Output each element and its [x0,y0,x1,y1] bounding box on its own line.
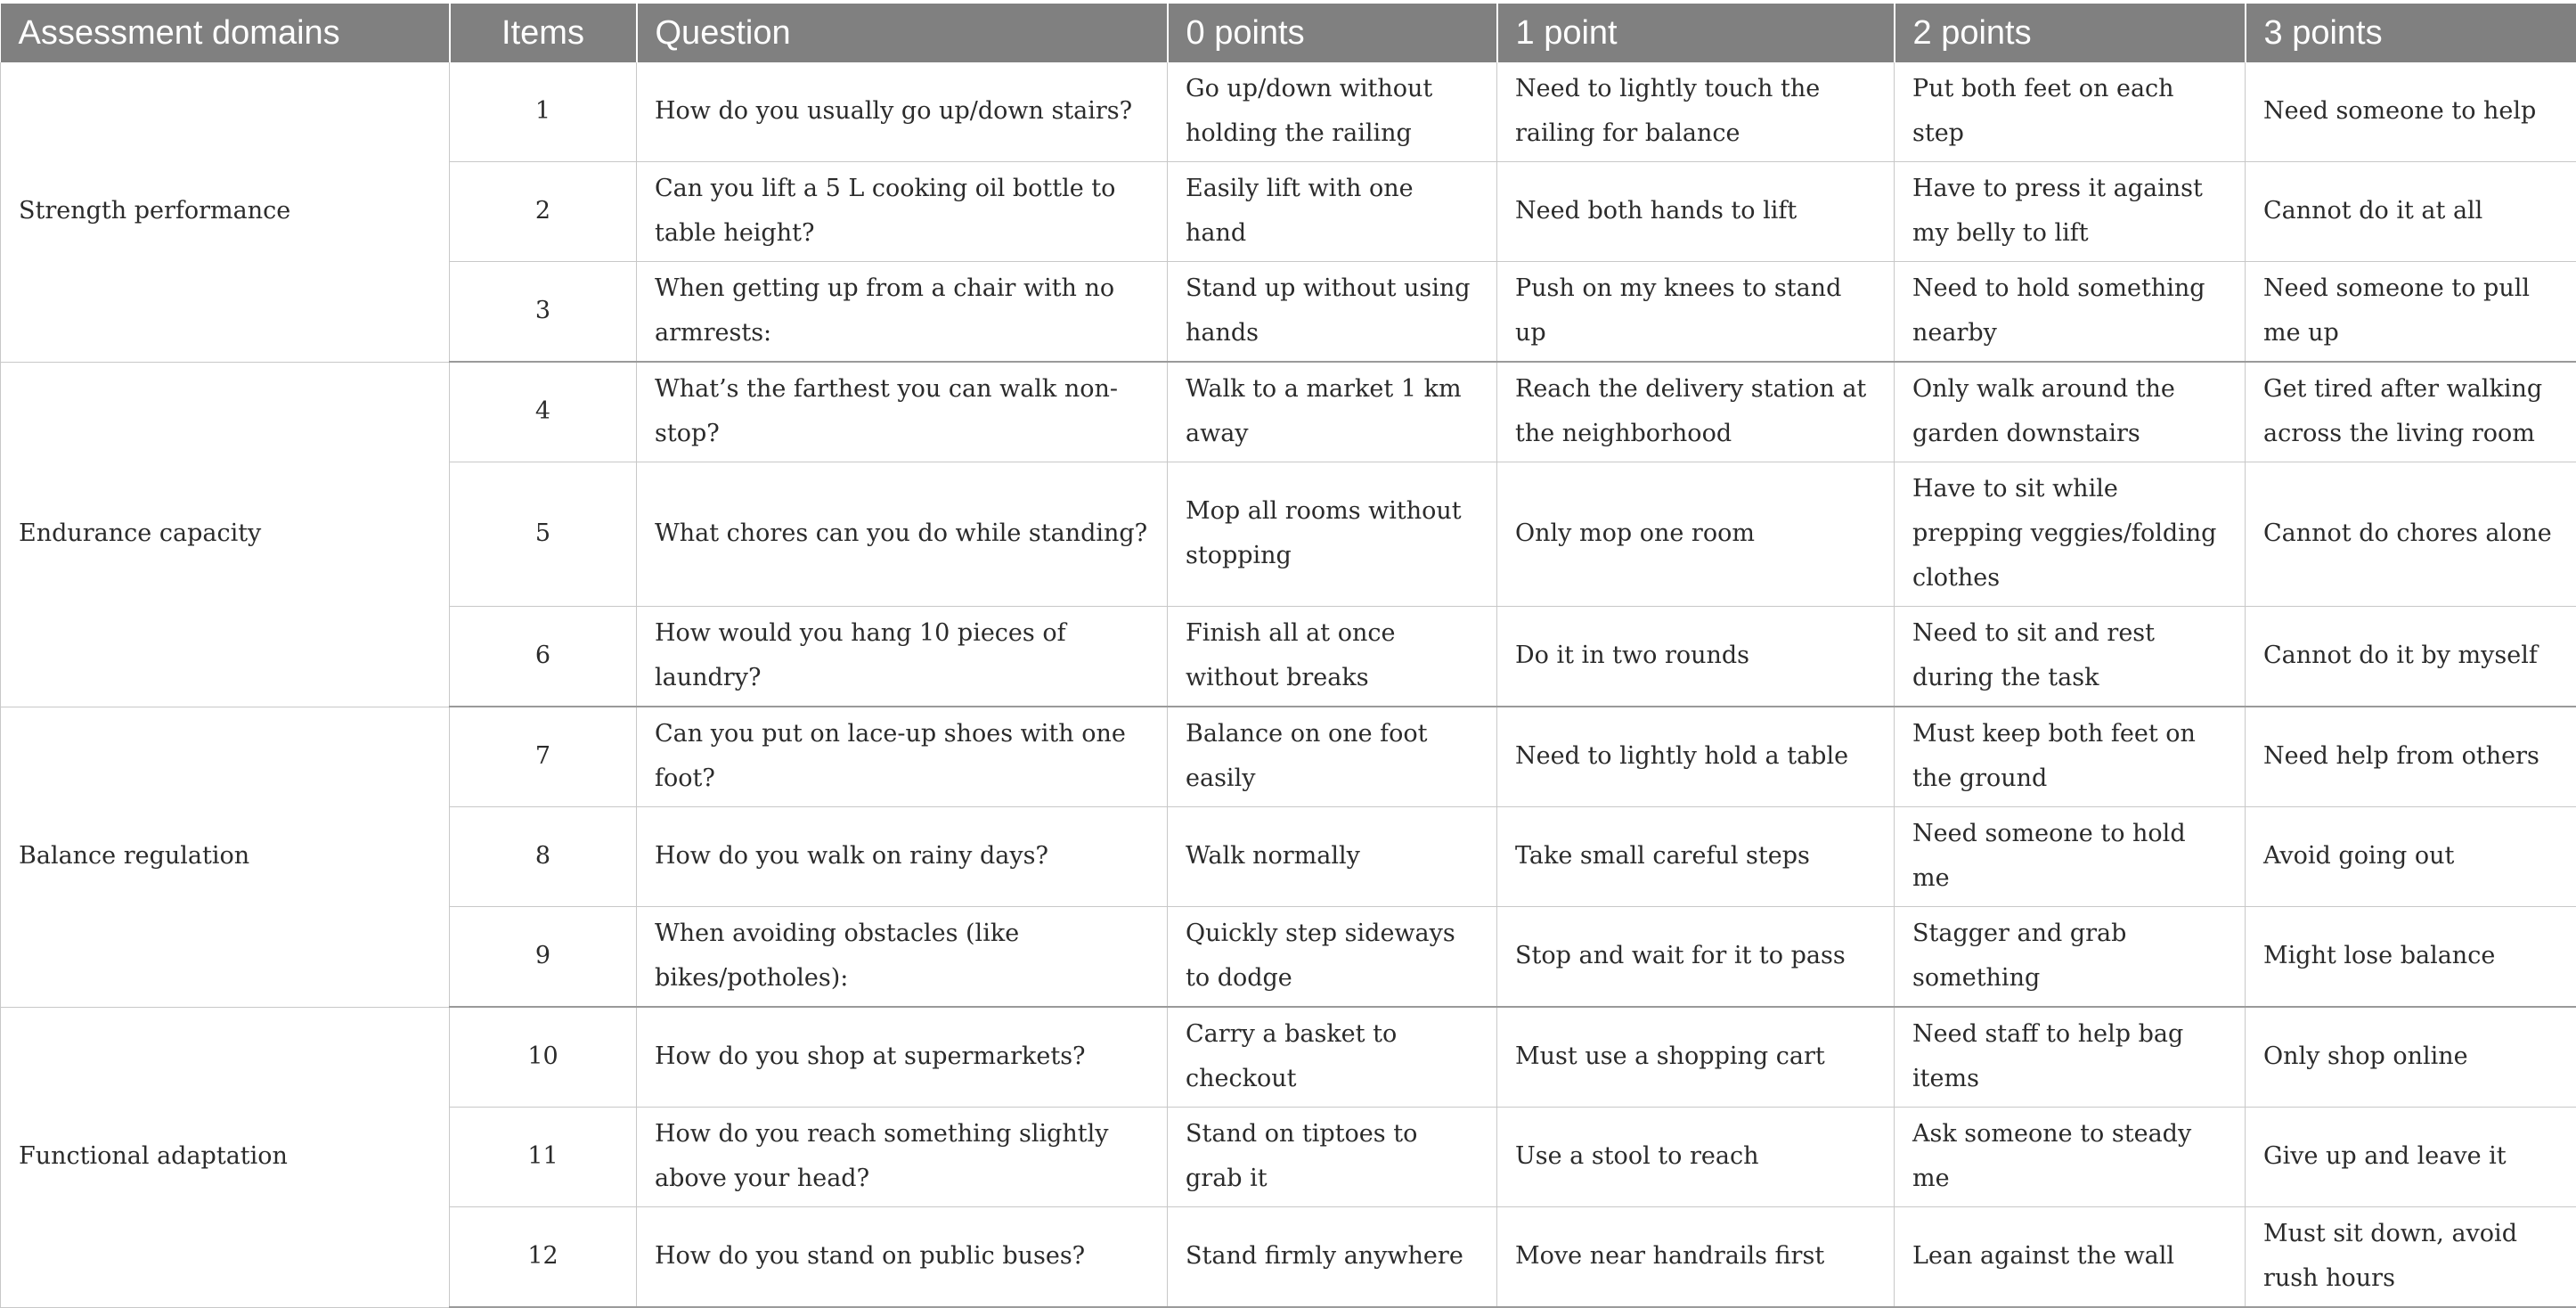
score-1-cell: Push on my knees to stand up [1497,262,1895,363]
question-cell: When getting up from a chair with no armrests: [637,262,1168,363]
score-2-cell: Need staff to help bag items [1895,1007,2246,1108]
header-row [1,4,2576,62]
score-1-cell: Need to lightly touch the railing for balance [1497,62,1895,162]
score-0-cell: Finish all at once without breaks [1168,607,1497,707]
score-0-cell: Easily lift with one hand [1168,162,1497,262]
score-1-cell: Use a stool to reach [1497,1108,1895,1207]
score-2-cell: Need to sit and rest during the task [1895,607,2246,707]
domain-cell: Balance regulation [1,707,450,1007]
question-cell: What chores can you do while standing? [637,462,1168,607]
score-2-cell: Stagger and grab something [1895,907,2246,1008]
score-0-cell: Carry a basket to checkout [1168,1007,1497,1108]
question-cell: How do you usually go up/down stairs? [637,62,1168,162]
domain-cell: Strength performance [1,62,450,362]
question-cell: How do you stand on public buses? [637,1207,1168,1308]
score-3-cell: Cannot do chores alone [2246,462,2576,607]
question-cell: When avoiding obstacles (like bikes/potholes): [637,907,1168,1008]
header-items: Items [450,4,637,62]
score-1-cell: Move near handrails first [1497,1207,1895,1308]
score-3-cell: Need someone to help [2246,62,2576,162]
score-3-cell: Only shop online [2246,1007,2576,1108]
score-2-cell: Lean against the wall [1895,1207,2246,1308]
score-1-cell: Need to lightly hold a table [1497,707,1895,807]
question-cell: How do you reach something slightly above your head? [637,1108,1168,1207]
score-0-cell: Mop all rooms without stopping [1168,462,1497,607]
item-number-cell: 3 [450,262,637,363]
score-2-cell: Need to hold something nearby [1895,262,2246,363]
item-number-cell: 4 [450,362,637,462]
score-1-cell: Do it in two rounds [1497,607,1895,707]
question-cell: How do you shop at supermarkets? [637,1007,1168,1108]
score-1-cell: Reach the delivery station at the neighborhood [1497,362,1895,462]
score-0-cell: Walk to a market 1 km away [1168,362,1497,462]
score-3-cell: Might lose balance [2246,907,2576,1008]
score-3-cell: Get tired after walking across the living room [2246,362,2576,462]
item-number-cell: 10 [450,1007,637,1108]
score-0-cell: Walk normally [1168,807,1497,907]
table-row [1,1007,2576,1108]
score-3-cell: Need someone to pull me up [2246,262,2576,363]
header-0-points: 0 points [1168,4,1497,62]
score-1-cell: Stop and wait for it to pass [1497,907,1895,1008]
assessment-table [0,4,2576,1308]
domain-cell: Endurance capacity [1,362,450,707]
score-2-cell: Only walk around the garden downstairs [1895,362,2246,462]
score-0-cell: Quickly step sideways to dodge [1168,907,1497,1008]
score-1-cell: Take small careful steps [1497,807,1895,907]
table-body [1,62,2576,1307]
question-cell: What’s the farthest you can walk non-stop? [637,362,1168,462]
score-3-cell: Avoid going out [2246,807,2576,907]
score-0-cell: Stand firmly anywhere [1168,1207,1497,1308]
score-0-cell: Stand up without using hands [1168,262,1497,363]
header-1-point: 1 point [1497,4,1895,62]
table-row [1,362,2576,462]
table-row [1,62,2576,162]
score-2-cell: Ask someone to steady me [1895,1108,2246,1207]
header-2-points: 2 points [1895,4,2246,62]
header-question: Question [637,4,1168,62]
header-assessment-domains: Assessment domains [1,4,450,62]
score-3-cell: Must sit down, avoid rush hours [2246,1207,2576,1308]
question-cell: Can you lift a 5 L cooking oil bottle to table height? [637,162,1168,262]
score-3-cell: Cannot do it at all [2246,162,2576,262]
item-number-cell: 7 [450,707,637,807]
table-row [1,707,2576,807]
score-2-cell: Must keep both feet on the ground [1895,707,2246,807]
item-number-cell: 12 [450,1207,637,1308]
score-2-cell: Put both feet on each step [1895,62,2246,162]
score-1-cell: Need both hands to lift [1497,162,1895,262]
question-cell: How do you walk on rainy days? [637,807,1168,907]
item-number-cell: 6 [450,607,637,707]
score-3-cell: Need help from others [2246,707,2576,807]
item-number-cell: 8 [450,807,637,907]
score-1-cell: Only mop one room [1497,462,1895,607]
item-number-cell: 1 [450,62,637,162]
item-number-cell: 9 [450,907,637,1008]
score-0-cell: Stand on tiptoes to grab it [1168,1108,1497,1207]
table-header [1,4,2576,62]
item-number-cell: 5 [450,462,637,607]
domain-cell: Functional adaptation [1,1007,450,1307]
score-2-cell: Have to sit while prepping veggies/folding clothes [1895,462,2246,607]
score-0-cell: Go up/down without holding the railing [1168,62,1497,162]
score-2-cell: Need someone to hold me [1895,807,2246,907]
score-1-cell: Must use a shopping cart [1497,1007,1895,1108]
item-number-cell: 2 [450,162,637,262]
question-cell: Can you put on lace-up shoes with one foot? [637,707,1168,807]
header-3-points: 3 points [2246,4,2576,62]
item-number-cell: 11 [450,1108,637,1207]
score-0-cell: Balance on one foot easily [1168,707,1497,807]
question-cell: How would you hang 10 pieces of laundry? [637,607,1168,707]
score-3-cell: Give up and leave it [2246,1108,2576,1207]
score-3-cell: Cannot do it by myself [2246,607,2576,707]
score-2-cell: Have to press it against my belly to lift [1895,162,2246,262]
